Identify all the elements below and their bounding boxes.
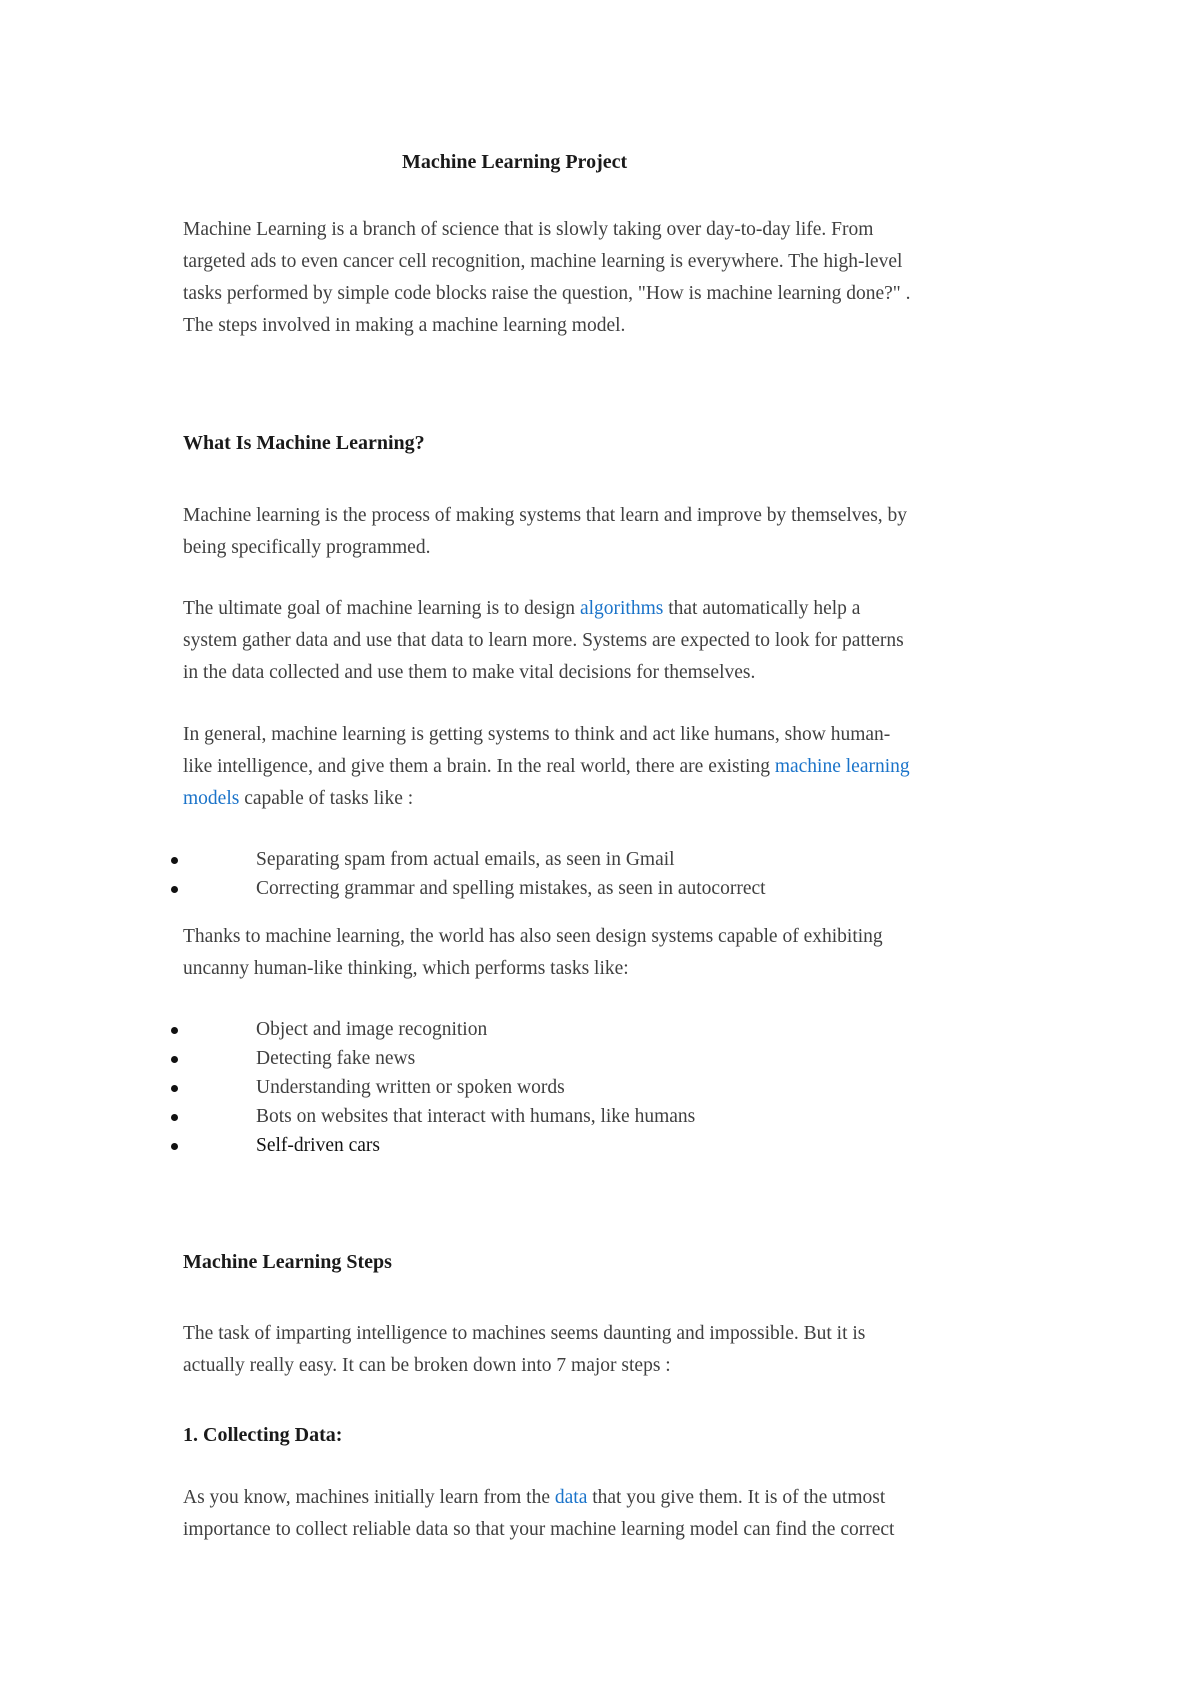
bullet-icon [171, 1143, 178, 1150]
data-link[interactable]: data [554, 1487, 588, 1508]
intro-paragraph [183, 214, 1023, 342]
text-span: that automatically help a [663, 598, 861, 619]
paragraph-line: The task of imparting intelligence to machines seems daunting and impossible. But it is [183, 1323, 866, 1344]
list-item [0, 1073, 1200, 1102]
general-paragraph [183, 719, 1023, 815]
list-item [0, 1044, 1200, 1073]
algorithms-link[interactable]: algorithms [579, 598, 664, 619]
bullet-icon [171, 1085, 178, 1092]
text-span: capable of tasks like : [239, 788, 414, 809]
paragraph-line [183, 751, 1023, 783]
list-item-text: Bots on websites that interact with humans, like humans [256, 1106, 696, 1127]
text-span: like intelligence, and give them a brain. In the real world, there are existing [183, 756, 775, 777]
paragraph-line [183, 593, 1023, 625]
paragraph-line: in the data collected and use them to make vital decisions for themselves. [183, 662, 756, 683]
list-item-text: Separating spam from actual emails, as seen in Gmail [256, 849, 675, 870]
goal-paragraph [183, 593, 1023, 689]
list-item [0, 874, 1200, 903]
intro-line: Machine Learning is a branch of science that is slowly taking over day-to-day life. From [183, 219, 874, 240]
document-title: Machine Learning Project [402, 151, 628, 173]
paragraph-line: Thanks to machine learning, the world has also seen design systems capable of exhibiting [183, 926, 883, 947]
text-span: As you know, machines initially learn from the [183, 1487, 555, 1508]
intro-line: tasks performed by simple code blocks raise the question, "How is machine learning done?" . [183, 283, 911, 304]
intro-line: targeted ads to even cancer cell recognition, machine learning is everywhere. The high-level [183, 251, 903, 272]
intro-line: The steps involved in making a machine learning model. [183, 315, 626, 336]
paragraph-line: uncanny human-like thinking, which performs tasks like: [183, 958, 629, 979]
text-span: The ultimate goal of machine learning is to design [183, 598, 580, 619]
list-item-text: Understanding written or spoken words [256, 1077, 565, 1098]
paragraph-line: actually really easy. It can be broken down into 7 major steps : [183, 1355, 671, 1376]
list-item-text: Self-driven cars [256, 1135, 380, 1156]
list-item [0, 1102, 1200, 1131]
bullet-icon [171, 886, 178, 893]
bullet-icon [171, 1056, 178, 1063]
text-span: that you give them. It is of the utmost [587, 1487, 886, 1508]
steps-intro-paragraph [183, 1318, 1023, 1382]
paragraph-line: Machine learning is the process of making systems that learn and improve by themselves, by [183, 505, 908, 526]
thanks-paragraph [183, 921, 1023, 985]
list-item [0, 1015, 1200, 1044]
bullet-icon [171, 1027, 178, 1034]
list-item-text: Correcting grammar and spelling mistakes, as seen in autocorrect [256, 878, 766, 899]
bullet-icon [171, 857, 178, 864]
bullet-icon [171, 1114, 178, 1121]
task-list-2 [0, 1015, 1200, 1160]
list-item-text: Detecting fake news [256, 1048, 416, 1069]
step-heading-collecting-data: 1. Collecting Data: [183, 1424, 343, 1446]
list-item [0, 1131, 1200, 1160]
paragraph-line [183, 1482, 1023, 1514]
list-item [0, 845, 1200, 874]
paragraph-line: being specifically programmed. [183, 537, 431, 558]
task-list-1 [0, 845, 1200, 903]
ml-models-link[interactable]: machine learning [774, 756, 910, 777]
paragraph-line: In general, machine learning is getting systems to think and act like humans, show human- [183, 724, 891, 745]
collecting-data-paragraph [183, 1482, 1023, 1546]
paragraph-line: importance to collect reliable data so that your machine learning model can find the correct [183, 1519, 895, 1540]
list-item-text: Object and image recognition [256, 1019, 488, 1040]
definition-paragraph [183, 500, 1023, 564]
paragraph-line: system gather data and use that data to learn more. Systems are expected to look for patterns [183, 630, 904, 651]
paragraph-line [183, 783, 1023, 815]
section-heading-what-is-ml: What Is Machine Learning? [183, 432, 425, 454]
section-heading-ml-steps: Machine Learning Steps [183, 1251, 392, 1273]
ml-models-link[interactable]: models [183, 788, 240, 809]
